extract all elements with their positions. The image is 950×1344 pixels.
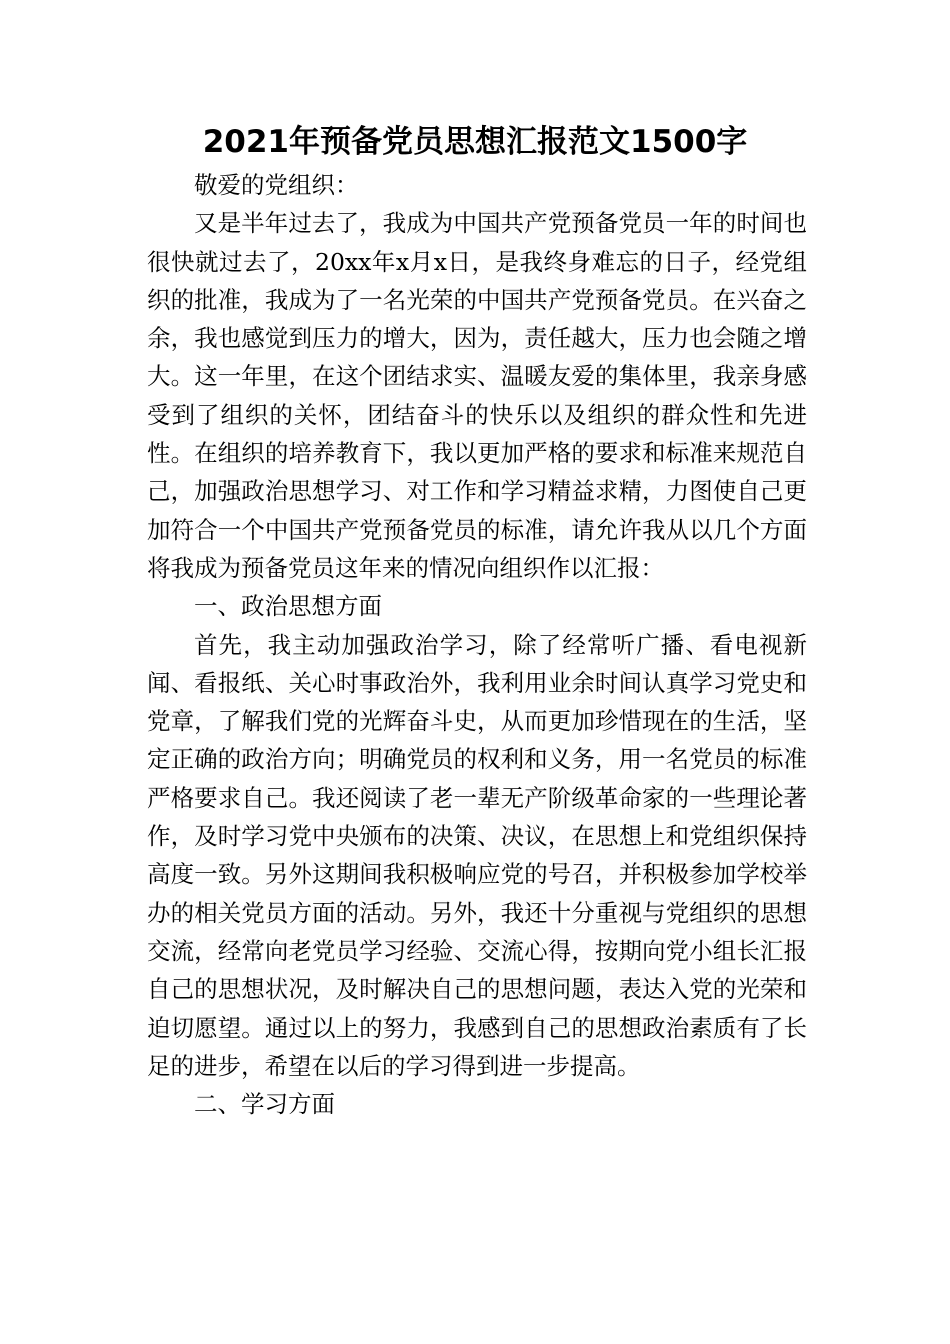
document-title: 2021年预备党员思想汇报范文1500字 (202, 124, 748, 160)
paragraph-politics: 首先，我主动加强政治学习，除了经常听广播、看电视新闻、看报纸、关心时事政治外，我利用业余时间认真学习党史和党章，了解我们党的光辉奋斗史，从而更加珍惜现在的生活，坚定正确的政治方向；明确党员的权利和义务，用一名党员的标准严格要求自己。我还阅读了老一辈无产阶级革命家的一些理论著作，及时学习党中央颁布的决策、决议，在思想上和党组织保持高度一致。另外这期间我积极响应党的号召，并积极参加学校举办的相关党员方面的活动。另外，我还十分重视与党组织的思想交流，经常向老党员学习经验、交流心得，按期向党小组长汇报自己的思想状况，及时解决自己的思想问题，表达入党的光荣和迫切愿望。通过以上的努力，我感到自己的思想政治素质有了长足的进步，希望在以后的学习得到进一步提高。 (147, 630, 807, 1080)
salutation: 敬爱的党组织： (194, 171, 359, 199)
paragraph-intro: 又是半年过去了，我成为中国共产党预备党员一年的时间也很快就过去了，20xx年x月x日，是我终身难忘的日子，经党组织的批准，我成为了一名光荣的中国共产党预备党员。在兴奋之余，我也感觉到压力的增大，因为，责任越大，压力也会随之增大。这一年里，在这个团结求实、温暖友爱的集体里，我亲身感受到了组织的关怀，团结奋斗的快乐以及组织的群众性和先进性。在组织的培养教育下，我以更加严格的要求和标准来规范自己，加强政治思想学习、对工作和学习精益求精，力图使自己更加符合一个中国共产党预备党员的标准，请允许我从以几个方面将我成为预备党员这年来的情况向组织作以汇报： (147, 209, 807, 582)
section-heading-politics: 一、政治思想方面 (194, 592, 382, 621)
section-heading-study: 二、学习方面 (194, 1090, 335, 1119)
document-body (147, 166, 807, 1123)
